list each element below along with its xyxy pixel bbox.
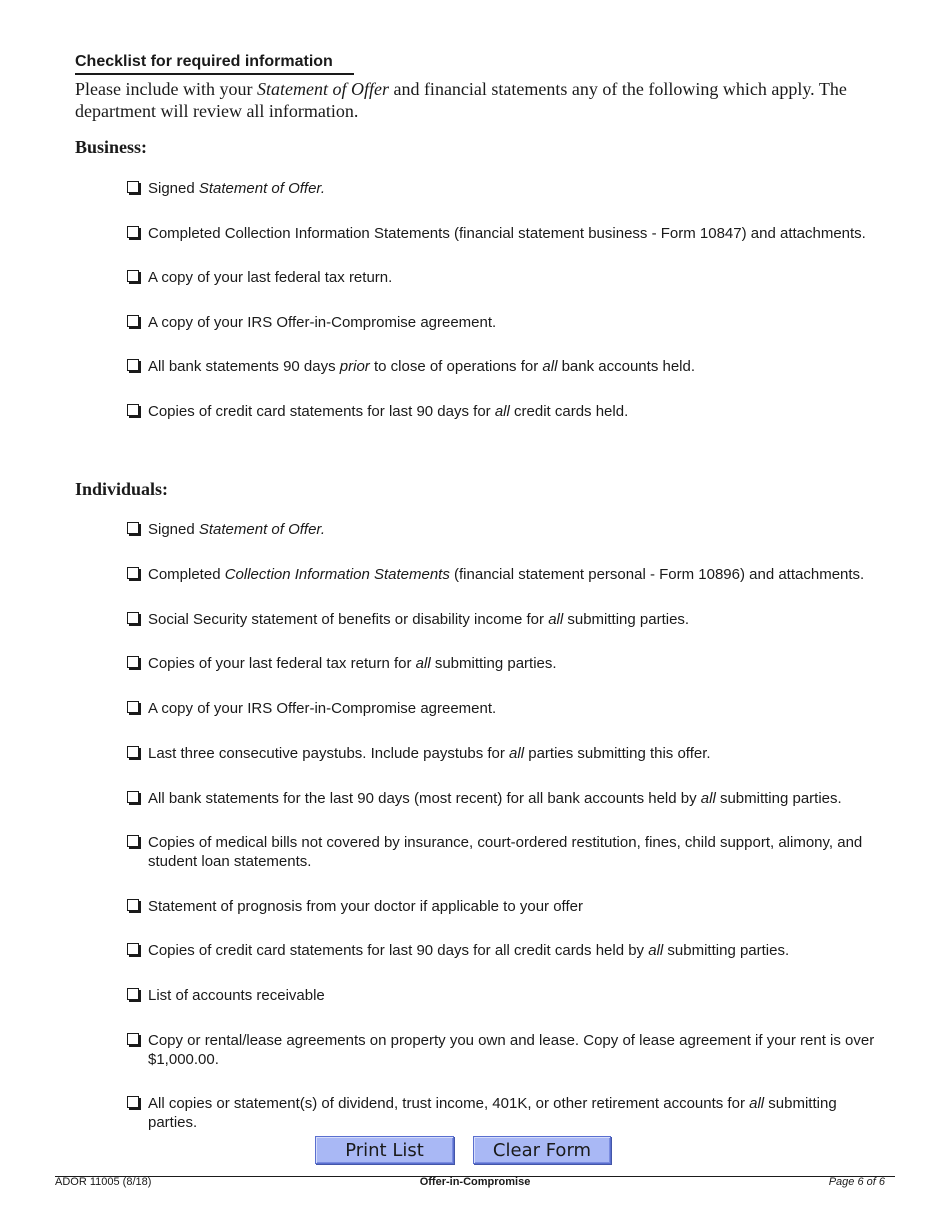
clear-form-button[interactable]: Clear Form <box>473 1136 611 1164</box>
emphasis-text: all <box>700 790 716 807</box>
checklist-item-label <box>148 744 887 763</box>
print-list-button[interactable]: Print List <box>315 1136 454 1164</box>
business-checklist-item <box>127 224 887 243</box>
checklist-item-label <box>148 833 887 871</box>
checkbox[interactable] <box>127 1033 139 1045</box>
checkbox[interactable] <box>127 988 139 1000</box>
checklist-item-label <box>148 313 887 332</box>
individuals-checklist-item <box>127 1094 887 1132</box>
checkbox[interactable] <box>127 404 139 416</box>
label-text: parties submitting this offer. <box>524 745 711 762</box>
label-text: Copies of your last federal tax return for <box>148 655 416 672</box>
emphasis-text: all <box>494 403 510 420</box>
business-checklist-item <box>127 402 887 421</box>
checklist-item-label <box>148 520 887 539</box>
label-text: Copies of credit card statements for last 90 days for <box>148 403 495 420</box>
checklist-item-label <box>148 1094 887 1132</box>
label-text: submitting parties. <box>663 942 790 959</box>
checkbox[interactable] <box>127 943 139 955</box>
checkbox[interactable] <box>127 701 139 713</box>
footer-page-number: Page 6 of 6 <box>828 1176 885 1188</box>
emphasis-text: all <box>509 745 525 762</box>
intro-paragraph <box>75 78 895 122</box>
checklist-item-label <box>148 565 887 584</box>
checklist-item-label <box>148 610 887 629</box>
individuals-checklist-item <box>127 986 887 1005</box>
business-checklist-item <box>127 357 887 376</box>
checkbox[interactable] <box>127 791 139 803</box>
label-text: Statement of prognosis from your doctor if applicable to your offer <box>148 898 583 915</box>
label-text: List of accounts receivable <box>148 987 325 1004</box>
emphasis-text: Statement of Offer. <box>198 180 326 197</box>
label-text: All copies or statement(s) of dividend, trust income, 401K, or other retirement accounts for <box>148 1095 750 1112</box>
checklist-item-label <box>148 699 887 718</box>
business-checklist-item <box>127 313 887 332</box>
label-text: Completed <box>148 566 225 583</box>
emphasis-text: all <box>749 1095 765 1112</box>
checklist-item-label <box>148 986 887 1005</box>
checklist-item-label <box>148 789 887 808</box>
individuals-checklist-item <box>127 610 887 629</box>
label-text: submitting parties. <box>715 790 842 807</box>
checkbox[interactable] <box>127 612 139 624</box>
individuals-checklist-item <box>127 1031 887 1069</box>
footer-form-id: ADOR 11005 (8/18) <box>55 1176 152 1188</box>
emphasis-text: all <box>648 942 664 959</box>
checkbox[interactable] <box>127 359 139 371</box>
checklist-item-label <box>148 268 887 287</box>
label-text: Copy or rental/lease agreements on property you own and lease. Copy of lease agreement if your rent is over $1,000.00. <box>148 1032 875 1068</box>
individuals-checklist-item <box>127 654 887 673</box>
label-text: All bank statements for the last 90 days (most recent) for all bank accounts held by <box>148 790 701 807</box>
label-text: credit cards held. <box>509 403 629 420</box>
checklist-heading: Checklist for required information <box>75 53 354 75</box>
label-text: Last three consecutive paystubs. Include paystubs for <box>148 745 510 762</box>
label-text: (financial statement personal - Form 10896) and attachments. <box>449 566 865 583</box>
intro-pre: Please include with your <box>75 79 257 99</box>
checkbox[interactable] <box>127 226 139 238</box>
checkbox[interactable] <box>127 181 139 193</box>
checkbox[interactable] <box>127 270 139 282</box>
checkbox[interactable] <box>127 1096 139 1108</box>
checkbox[interactable] <box>127 746 139 758</box>
individuals-checklist-item <box>127 565 887 584</box>
checklist-item-label <box>148 402 887 421</box>
checkbox[interactable] <box>127 567 139 579</box>
checkbox[interactable] <box>127 522 139 534</box>
checklist-item-label <box>148 224 887 243</box>
checklist-item-label <box>148 179 887 198</box>
emphasis-text: all <box>548 611 564 628</box>
emphasis-text: all <box>415 655 431 672</box>
individuals-checklist-item <box>127 744 887 763</box>
individuals-checklist-item <box>127 941 887 960</box>
checklist-item-label <box>148 357 887 376</box>
label-text: Signed <box>148 180 199 197</box>
footer-title: Offer-in-Compromise <box>419 1176 531 1188</box>
checkbox[interactable] <box>127 835 139 847</box>
intro-post: and financial statements any of the following which apply. The department will review all information. <box>75 79 847 121</box>
checklist-item-label <box>148 897 887 916</box>
emphasis-text: Collection Information Statements <box>224 566 450 583</box>
label-text: submitting parties. <box>148 1095 837 1131</box>
label-text: Social Security statement of benefits or disability income for <box>148 611 549 628</box>
label-text: to close of operations for <box>369 358 543 375</box>
label-text: submitting parties. <box>430 655 557 672</box>
checklist-item-label <box>148 941 887 960</box>
emphasis-text: all <box>542 358 558 375</box>
individuals-checklist-item <box>127 699 887 718</box>
individuals-checklist-item <box>127 897 887 916</box>
label-text: A copy of your IRS Offer-in-Compromise agreement. <box>148 700 497 717</box>
checklist-item-label <box>148 1031 887 1069</box>
label-text: A copy of your IRS Offer-in-Compromise agreement. <box>148 314 497 331</box>
label-text: Copies of credit card statements for last 90 days for all credit cards held by <box>148 942 649 959</box>
checklist-item-label <box>148 654 887 673</box>
emphasis-text: prior <box>339 358 370 375</box>
label-text: A copy of your last federal tax return. <box>148 269 393 286</box>
individuals-checklist-item <box>127 520 887 539</box>
emphasis-text: Statement of Offer. <box>198 521 326 538</box>
label-text: bank accounts held. <box>557 358 696 375</box>
checkbox[interactable] <box>127 315 139 327</box>
business-checklist-item <box>127 179 887 198</box>
label-text: Copies of medical bills not covered by insurance, court-ordered restitution, fines, child support, alimony, and student loan statements. <box>148 834 863 870</box>
individuals-section-title: Individuals: <box>75 479 169 499</box>
label-text: All bank statements 90 days <box>148 358 340 375</box>
business-checklist-item <box>127 268 887 287</box>
checkbox[interactable] <box>127 656 139 668</box>
label-text: Signed <box>148 521 199 538</box>
checkbox[interactable] <box>127 899 139 911</box>
intro-emphasis: Statement of Offer <box>256 79 389 99</box>
individuals-checklist-item <box>127 789 887 808</box>
individuals-checklist-item <box>127 833 887 871</box>
label-text: Completed Collection Information Statements (financial statement business - Form 10847) and attachments. <box>148 225 866 242</box>
label-text: submitting parties. <box>563 611 690 628</box>
business-section-title: Business: <box>75 137 148 157</box>
